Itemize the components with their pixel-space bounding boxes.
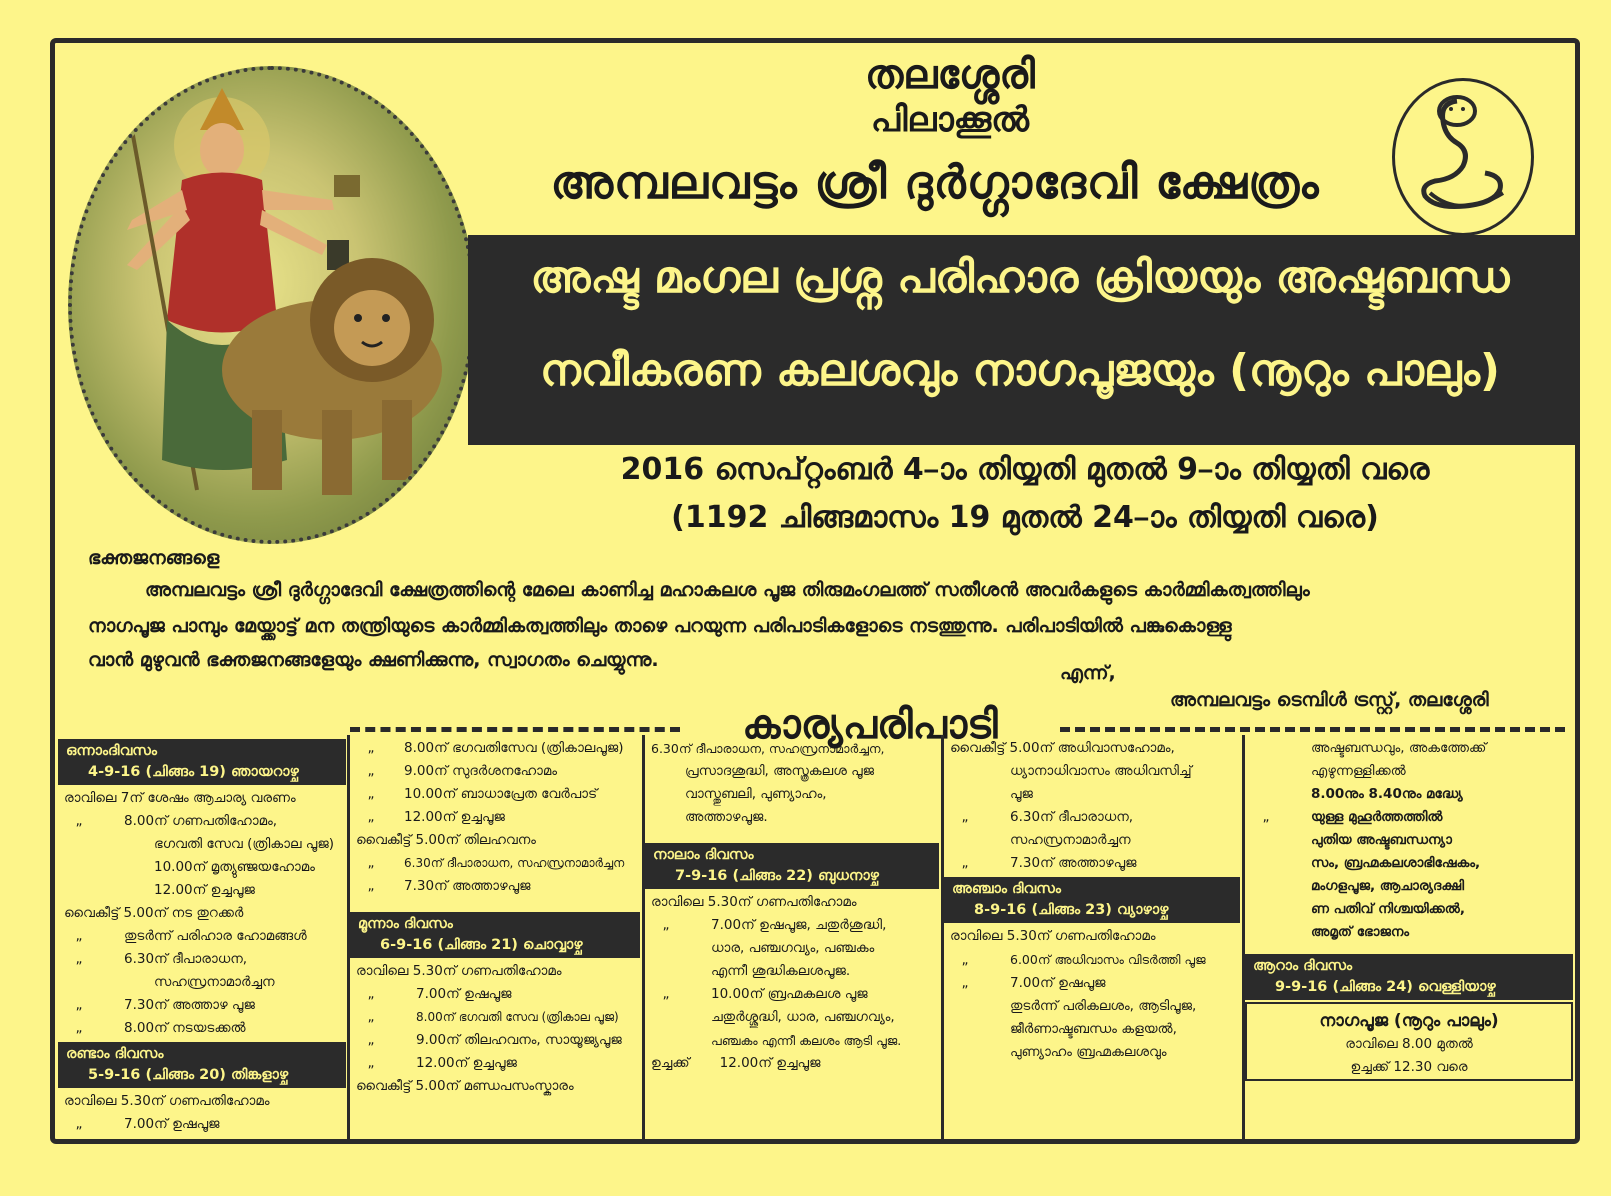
temple-name: അമ്പലവട്ടം ശ്രീ ദുർഗ്ഗാദേവി ക്ഷേത്രം [550, 155, 1320, 209]
schedule-line: 8.00ന് നടയടക്കൽ [124, 1020, 246, 1036]
programme-title: കാര്യപരിപാടി [680, 702, 1060, 748]
schedule-line: വൈകീട്ട് 5.00ന് അധിവാസഹോമം, [950, 740, 1175, 756]
divider [1060, 727, 1565, 732]
schedule-line: 12.00ന് ഉച്ചപൂജ [404, 809, 505, 825]
schedule-line: എഴുന്നള്ളിക്കൽ [1311, 763, 1406, 779]
schedule-line: അമൃത് ഭോജനം [1311, 924, 1410, 940]
schedule-line: 7.30ന് അത്താഴപൂജ [1010, 855, 1137, 871]
day-heading: ഒന്നാംദിവസം 4-9-16 (ചിങ്ങം 19) ഞായറാഴ്ച [58, 739, 346, 785]
schedule-line: സം, ബ്രഹ്മകലശാഭിഷേകം, [1311, 855, 1481, 871]
schedule-line: ണ പതിവ് നിശ്ചയിക്കൽ, [1311, 901, 1465, 917]
programme-column-1: ഒന്നാംദിവസം 4-9-16 (ചിങ്ങം 19) ഞായറാഴ്ച രാവിലെ 7ന് ശേഷം ആചാര്യ വരണം „ 8.00ന് ഗണപതിഹോമം, ഭഗവതി സേവ (ത്രികാല പൂജ) 10.00ന് മൃത്യുഞ്ജയഹോമം 12.00ന് ഉച്ചപൂജ വൈകീട്ട് 5.00ന് നട തുറക്കർ „ തുടർന്ന് പരിഹാര ഹോമങ്ങൾ „ 6.30ന് ദീപാരാധന, സഹസ്രനാമാർച്ചന „ 7.30ന് അത്താഴ പൂജ „ 8.00ന് നടയടക്കൽ രണ്ടാം ദിവസം 5-9-16 (ചിങ്ങം 20) തിങ്കളാഴ്ച രാവിലെ 5.30ന് ഗണപതിഹോമം „ 7.00ന് ഉഷപൂജ [58, 735, 346, 1143]
programme-column-2: „ 8.00ന് ഭഗവതിസേവ (ത്രികാലപൂജ) „ 9.00ന് സുദർശനഹോമം „ 10.00ന് ബാധാപ്രേത വേർപാട് „ 12.00ന് ഉച്ചപൂജ വൈകീട്ട് 5.00ന് തിലഹവനം „ 6.30ന് ദീപാരാധന, സഹസ്രനാമാർച്ചന „ 7.30ന് അത്താഴപൂജ മൂന്നാം ദിവസം 6-9-16 (ചിങ്ങം 21) ചൊവ്വാഴ്ച രാവിലെ 5.30ന് ഗണപതിഹോമം „ 7.00ന് ഉഷപൂജ „ 8.00ന് ഭഗവതി സേവ (ത്രികാല പൂജ) „ 9.00ന് തിലഹവനം, സായൂജ്യപൂജ „ 12.00ന് ഉച്ചപൂജ വൈകീട്ട് 5.00ന് മണ്ഡപസംസ്കാരം [350, 735, 640, 1143]
day-heading: അഞ്ചാം ദിവസം 8-9-16 (ചിങ്ങം 23) വ്യാഴാഴ്ച [944, 877, 1240, 923]
naga-pooja-title: നാഗപൂജ (നൂറും പാലും) [1319, 1011, 1499, 1031]
schedule-line: ഉച്ചക്ക് [651, 1055, 690, 1071]
schedule-line: 8.00ന് ഭഗവതിസേവ (ത്രികാലപൂജ) [404, 740, 624, 756]
schedule-line: 12.00ന് ഉച്ചപൂജ [719, 1055, 821, 1071]
schedule-line: രാവിലെ 7ന് ശേഷം ആചാര്യ വരണം [64, 790, 296, 806]
programme-column-4: വൈകീട്ട് 5.00ന് അധിവാസഹോമം, ധ്യാനാധിവാസം അധിവസിച്ച് പൂജ „ 6.30ന് ദീപാരാധന, സഹസ്രനാമാർച്ചന „ 7.30ന് അത്താഴപൂജ അഞ്ചാം ദിവസം 8-9-16 (ചിങ്ങം 23) വ്യാഴാഴ്ച രാവിലെ 5.30ന് ഗണപതിഹോമം „ 6.00ന് അധിവാസം വിടർത്തി പൂജ „ 7.00ന് ഉഷപൂജ തുടർന്ന് പരികലശം, ആടിപൂജ, ജീർണാഷ്ടബന്ധം കളയൽ, പുണ്യാഹം ബ്രഹ്മകലശവും [944, 735, 1240, 1143]
banner-line-1: അഷ്ട മംഗല പ്രശ്ന പരിഹാര ക്രിയയും അഷ്ടബന്ധ [530, 252, 1510, 303]
schedule-line: രാവിലെ 8.00 മുതൽ [1345, 1036, 1473, 1052]
naga-pooja-box [1245, 1002, 1573, 1081]
schedule-line: 7.30ന് അത്താഴപൂജ [404, 878, 531, 894]
date-line-2: (1192 ചിങ്ങമാസം 19 മുതൽ 24–ാം തിയ്യതി വരെ) [671, 500, 1379, 535]
schedule-line: തുടർന്ന് പരിഹാര ഹോമങ്ങൾ [124, 928, 307, 944]
day-heading: മൂന്നാം ദിവസം 6-9-16 (ചിങ്ങം 21) ചൊവ്വാഴ്ച [350, 912, 640, 958]
locality-name: പിലാക്കൂൽ [870, 100, 1030, 140]
divider [350, 727, 680, 732]
schedule-line: 10.00ന് മൃത്യുഞ്ജയഹോമം [154, 859, 315, 875]
schedule-line: 6.30ന് ദീപാരാധന, [1010, 809, 1134, 825]
schedule-line: 7.00ന് ഉഷപൂജ [416, 986, 512, 1002]
durga-image [68, 66, 476, 544]
notice-salutation: ഭക്തജനങ്ങളെ [88, 547, 220, 569]
day-heading: ആറാം ദിവസം 9-9-16 (ചിങ്ങം 24) വെള്ളിയാഴ്ച [1245, 954, 1573, 1000]
schedule-line: 7.00ന് ഉഷപൂജ, ചതുർശുദ്ധി, [711, 917, 887, 933]
schedule-line: 8.00ന് ഗണപതിഹോമം, [124, 813, 278, 829]
notice-line-1: അമ്പലവട്ടം ശ്രീ ദുർഗ്ഗാദേവി ക്ഷേത്രത്തിന്റെ മേലെ കാണിച്ച മഹാകലശ പൂജ തിരുമംഗലത്ത് സതീശൻ അവർകളുടെ കാർമ്മികത്വത്തിലും [145, 579, 1310, 601]
date-line-1: 2016 സെപ്റ്റംബർ 4–ാം തിയ്യതി മുതൽ 9–ാം തിയ്യതി വരെ [620, 452, 1430, 487]
schedule-line: 9.00ന് സുദർശനഹോമം [404, 763, 558, 779]
schedule-line: 6.30ന് ദീപാരാധന, [124, 951, 248, 967]
schedule-line: ജീർണാഷ്ടബന്ധം കളയൽ, [1010, 1021, 1177, 1037]
schedule-line: 10.00ന് ബ്രഹ്മകലശ പൂജ [711, 986, 868, 1002]
schedule-line: സഹസ്രനാമാർച്ചന [154, 974, 275, 990]
notice-line-2: നാഗപൂജ പാമ്പും മേയ്ക്കാട്ട് മന തന്ത്രിയുടെ കാർമ്മികത്വത്തിലും താഴെ പറയുന്ന പരിപാടികളോടെ നടത്തുന്നു. പരിപാടിയിൽ പങ്കുകൊള്ളു [88, 615, 1232, 637]
schedule-line: പ്രസാദശുദ്ധി, അസ്ത്രകലശ പൂജ [685, 763, 875, 779]
schedule-line: 7.00ന് ഉഷപൂജ [124, 1116, 220, 1132]
schedule-line: പൂജ [1010, 786, 1033, 802]
schedule-line: എന്നീ ശുദ്ധികലശപൂജ. [711, 963, 851, 979]
programme-column-3: 6.30ന് ദീപാരാധന, സഹസ്രനാമാർച്ചന, പ്രസാദശുദ്ധി, അസ്ത്രകലശ പൂജ വാസ്തുബലി, പുണ്യാഹം, അത്താഴപൂജ. നാലാം ദിവസം 7-9-16 (ചിങ്ങം 22) ബുധനാഴ്ച രാവിലെ 5.30ന് ഗണപതിഹോമം „ 7.00ന് ഉഷപൂജ, ചതുർശുദ്ധി, ധാര, പഞ്ചഗവ്യം, പഞ്ചകം എന്നീ ശുദ്ധികലശപൂജ. „ 10.00ന് ബ്രഹ്മകലശ പൂജ ചതുർശ്ശുദ്ധി, ധാര, പഞ്ചഗവ്യം, പഞ്ചകം എന്നീ കലശം ആടി പൂജ. ഉച്ചക്ക് 12.00ന് ഉച്ചപൂജ [645, 735, 939, 1143]
schedule-line: 9.00ന് തിലഹവനം, സായൂജ്യപൂജ [416, 1032, 622, 1048]
schedule-line: ഭഗവതി സേവ (ത്രികാല പൂജ) [154, 836, 334, 852]
schedule-line: യുള്ള മുഹൂർത്തത്തിൽ [1311, 809, 1443, 825]
schedule-line: 7.30ന് അത്താഴ പൂജ [124, 997, 255, 1013]
schedule-line: രാവിലെ 5.30ന് ഗണപതിഹോമം [64, 1093, 270, 1109]
schedule-line: 8.00ന് ഭഗവതി സേവ (ത്രികാല പൂജ) [416, 1010, 619, 1024]
day-heading: നാലാം ദിവസം 7-9-16 (ചിങ്ങം 22) ബുധനാഴ്ച [645, 843, 939, 889]
notice-signature: അമ്പലവട്ടം ടെമ്പിൾ ട്രസ്റ്റ്, തലശ്ശേരി [1170, 689, 1489, 711]
schedule-line: ധ്യാനാധിവാസം അധിവസിച്ച് [1010, 763, 1192, 779]
schedule-line: വൈകീട്ട് 5.00ന് മണ്ഡപസംസ്കാരം [356, 1078, 574, 1094]
schedule-line: 6.30ന് ദീപാരാധന, സഹസ്രനാമാർച്ചന [404, 856, 625, 870]
place-name: തലശ്ശേരി [865, 52, 1035, 98]
schedule-line: 12.00ന് ഉച്ചപൂജ [154, 882, 255, 898]
day-heading: രണ്ടാം ദിവസം 5-9-16 (ചിങ്ങം 20) തിങ്കളാഴ്ച [58, 1042, 346, 1088]
schedule-line: വാസ്തുബലി, പുണ്യാഹം, [685, 786, 827, 802]
cobra-logo-icon [1392, 78, 1534, 236]
schedule-line: ചതുർശ്ശുദ്ധി, ധാര, പഞ്ചഗവ്യം, [711, 1009, 895, 1025]
schedule-line: 12.00ന് ഉച്ചപൂജ [416, 1055, 517, 1071]
programme-column-5: അഷ്ടബന്ധവും, അകത്തേക്ക് എഴുന്നള്ളിക്കൽ 8.00നും 8.40നും മദ്ധ്യേ „ യുള്ള മുഹൂർത്തത്തിൽ പുതിയ അഷ്ടബന്ധന്യാ സം, ബ്രഹ്മകലശാഭിഷേകം, മംഗളപൂജ, ആചാര്യദക്ഷി ണ പതിവ് നിശ്ചയിക്കൽ, അമൃത് ഭോജനം ആറാം ദിവസം 9-9-16 (ചിങ്ങം 24) വെള്ളിയാഴ്ച നാഗപൂജ (നൂറും പാലും) രാവിലെ 8.00 മുതൽ ഉച്ചക്ക് 12.30 വരെ [1245, 735, 1573, 1143]
schedule-line: അഷ്ടബന്ധവും, അകത്തേക്ക് [1311, 740, 1487, 756]
schedule-line: പുണ്യാഹം ബ്രഹ്മകലശവും [1010, 1044, 1167, 1060]
schedule-line: പഞ്ചകം എന്നീ കലശം ആടി പൂജ. [711, 1033, 902, 1048]
schedule-line: ധാര, പഞ്ചഗവ്യം, പഞ്ചകം [711, 940, 875, 956]
schedule-line: 8.00നും 8.40നും മദ്ധ്യേ [1311, 786, 1463, 802]
schedule-line: 6.00ന് അധിവാസം വിടർത്തി പൂജ [1010, 952, 1206, 967]
notice-closing: എന്ന്, [1060, 662, 1116, 684]
schedule-line: വൈകീട്ട് 5.00ന് നട തുറക്കർ [64, 905, 244, 921]
schedule-line: മംഗളപൂജ, ആചാര്യദക്ഷി [1311, 878, 1465, 894]
schedule-line: രാവിലെ 5.30ന് ഗണപതിഹോമം [950, 928, 1156, 944]
banner-line-2: നവീകരണ കലശവും നാഗപൂജയും (നൂറും പാലും) [539, 345, 1501, 396]
schedule-line: അത്താഴപൂജ. [685, 809, 768, 825]
schedule-line: രാവിലെ 5.30ന് ഗണപതിഹോമം [356, 963, 562, 979]
schedule-line: രാവിലെ 5.30ന് ഗണപതിഹോമം [651, 894, 857, 910]
schedule-line: വൈകീട്ട് 5.00ന് തിലഹവനം [356, 832, 536, 848]
schedule-line: പുതിയ അഷ്ടബന്ധന്യാ [1311, 832, 1452, 848]
schedule-line: സഹസ്രനാമാർച്ചന [1010, 832, 1131, 848]
schedule-line: 10.00ന് ബാധാപ്രേത വേർപാട് [404, 786, 598, 802]
schedule-line: ഉച്ചക്ക് 12.30 വരെ [1350, 1059, 1468, 1075]
schedule-line: 6.30ന് ദീപാരാധന, സഹസ്രനാമാർച്ചന, [651, 741, 885, 756]
notice-line-3: വാൻ മുഴുവൻ ഭക്തജനങ്ങളേയും ക്ഷണിക്കുന്നു, സ്വാഗതം ചെയ്യുന്നു. [88, 649, 659, 671]
schedule-line: തുടർന്ന് പരികലശം, ആടിപൂജ, [1010, 998, 1197, 1014]
schedule-line: 7.00ന് ഉഷപൂജ [1010, 975, 1106, 991]
